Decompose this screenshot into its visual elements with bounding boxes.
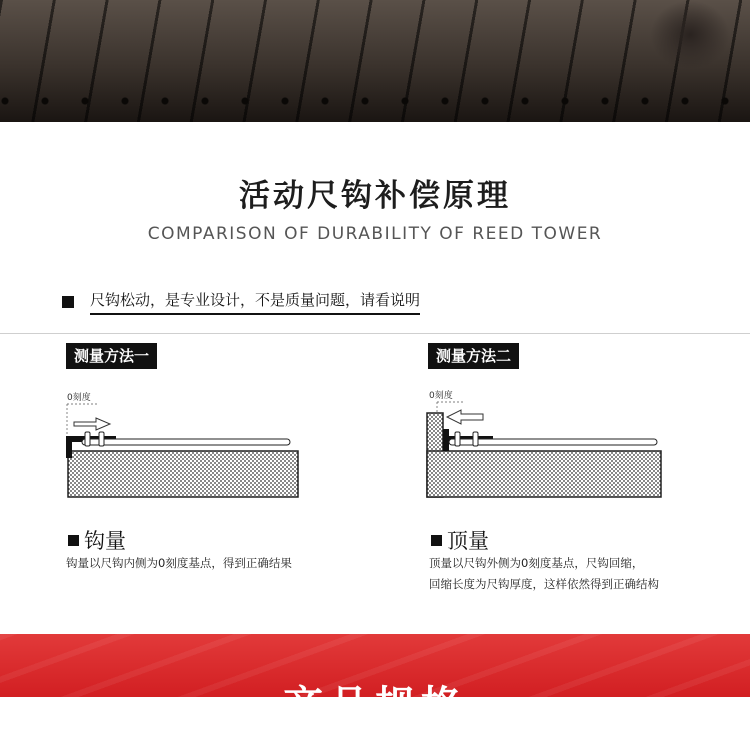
method-two-subtitle <box>431 525 489 555</box>
bullet-square-icon <box>62 296 74 308</box>
description-line: 钩量以尺钩内侧为0刻度基点，得到正确结果 <box>66 556 292 570</box>
zero-mark-label: 0刻度 <box>429 391 453 401</box>
zero-mark-label: 0刻度 <box>67 393 91 403</box>
bullet-square-icon <box>68 535 79 546</box>
notice-text: 尺钩松动，是专业设计，不是质量问题，请看说明 <box>90 289 420 315</box>
method-one-subtitle <box>68 525 126 555</box>
method-two-description <box>429 553 659 595</box>
section-subtitle: COMPARISON OF DURABILITY OF REED TOWER <box>147 224 603 244</box>
section-title: 活动尺钩补偿原理 <box>239 178 511 214</box>
subtitle-text: 顶量 <box>447 529 489 553</box>
footer-title: 产品规格 <box>283 683 467 729</box>
subtitle-text: 钩量 <box>84 529 126 553</box>
description-line: 顶量以尺钩外侧为0刻度基点，尺钩回缩， <box>429 556 644 570</box>
nail-row <box>0 96 750 106</box>
method-one-label: 测量方法一 <box>66 343 157 369</box>
notice-line <box>62 288 420 316</box>
method-one-description <box>66 553 292 574</box>
bullet-square-icon <box>431 535 442 546</box>
banner-shadow <box>650 0 730 70</box>
red-footer-banner <box>0 634 750 729</box>
description-line: 回缩长度为尺钩厚度，这样依然得到正确结构 <box>429 577 659 591</box>
hook-measure-diagram <box>52 384 312 499</box>
wood-banner <box>0 0 750 122</box>
divider <box>0 333 750 334</box>
method-two-label: 测量方法二 <box>428 343 519 369</box>
push-measure-diagram <box>415 384 675 499</box>
